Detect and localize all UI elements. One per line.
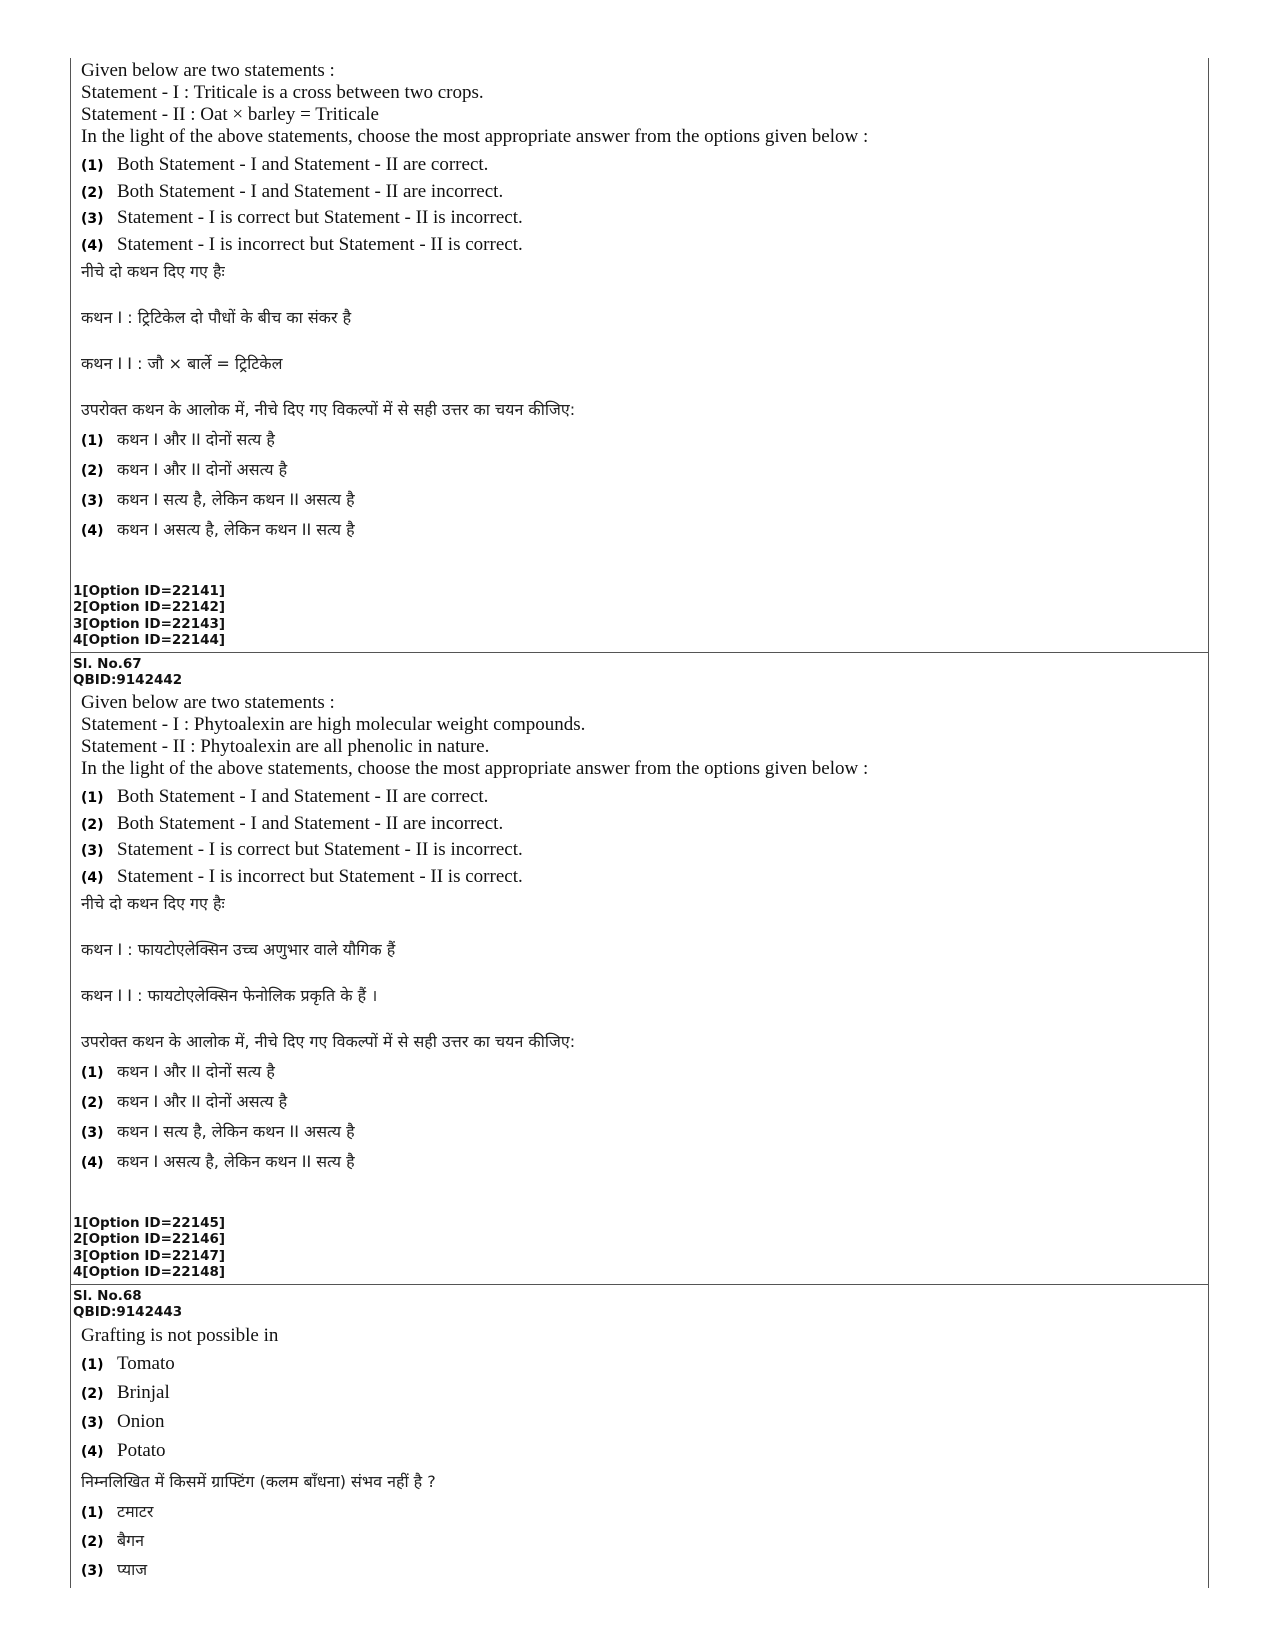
q67-statement-2: Statement - II : Phytoalexin are all phenolic in nature. bbox=[81, 736, 490, 757]
q68-hindi-option-3: (3) प्याज bbox=[81, 1560, 148, 1579]
question-66 bbox=[75, 60, 1200, 548]
q68-option-1: (1) Tomato bbox=[81, 1353, 175, 1374]
q66-hindi-statement-2: कथन I I : जौ × बार्ले = ट्रिटिकेल bbox=[81, 354, 283, 373]
divider-q67 bbox=[70, 652, 1209, 653]
q67-instruction: In the light of the above statements, choose the most appropriate answer from the options given below : bbox=[81, 758, 869, 779]
q66-instruction: In the light of the above statements, choose the most appropriate answer from the options given below : bbox=[81, 126, 869, 147]
right-border bbox=[1208, 58, 1209, 1588]
q68-qbid: QBID:9142443 bbox=[73, 1304, 183, 1321]
q68-header bbox=[73, 1288, 182, 1321]
q66-hindi-statement-1: कथन I : ट्रिटिकेल दो पौधों के बीच का संकर है bbox=[81, 308, 352, 327]
q67-qbid: QBID:9142442 bbox=[73, 672, 183, 689]
q66-statement-1: Statement - I : Triticale is a cross between two crops. bbox=[81, 82, 484, 103]
q66-hindi-intro: नीचे दो कथन दिए गए हैः bbox=[81, 262, 225, 281]
q66-statement-2: Statement - II : Oat × barley = Triticale bbox=[81, 104, 379, 125]
q68-question: Grafting is not possible in bbox=[81, 1325, 279, 1346]
q66-hindi-option-2: (2) कथन I और II दोनों असत्य है bbox=[81, 460, 288, 479]
q66-intro: Given below are two statements : bbox=[81, 60, 335, 81]
q67-slno: Sl. No.67 bbox=[73, 656, 142, 672]
q67-statement-1: Statement - I : Phytoalexin are high molecular weight compounds. bbox=[81, 714, 586, 735]
q66-hindi-option-3: (3) कथन I सत्य है, लेकिन कथन II असत्य है bbox=[81, 490, 355, 509]
q67-option-3: (3) Statement - I is correct but Statement - II is incorrect. bbox=[81, 839, 523, 860]
q67-hindi-option-4: (4) कथन I असत्य है, लेकिन कथन II सत्य है bbox=[81, 1152, 355, 1171]
left-border bbox=[70, 58, 71, 1588]
q66-option-4: (4) Statement - I is incorrect but Statement - II is correct. bbox=[81, 233, 523, 255]
q67-option-1: (1) Both Statement - I and Statement - II are correct. bbox=[81, 786, 489, 807]
question-68 bbox=[75, 1323, 1200, 1587]
q68-option-2: (2) Brinjal bbox=[81, 1382, 170, 1403]
q67-hindi-option-2: (2) कथन I और II दोनों असत्य है bbox=[81, 1092, 288, 1111]
q67-option-ids: 1[Option ID=22145] 2[Option ID=22146] 3[Option ID=22147] 4[Option ID=22148] bbox=[73, 1215, 226, 1280]
q66-option-2: (2) Both Statement - I and Statement - II are incorrect. bbox=[81, 180, 504, 202]
q66-option-ids: 1[Option ID=22141] 2[Option ID=22142] 3[Option ID=22143] 4[Option ID=22144] bbox=[73, 583, 226, 648]
q68-option-3: (3) Onion bbox=[81, 1411, 165, 1432]
q66-hindi-option-1: (1) कथन I और II दोनों सत्य है bbox=[81, 430, 275, 449]
q68-hindi-question: निम्नलिखित में किसमें ग्राफ्टिंग (कलम बाँधना) संभव नहीं है ? bbox=[81, 1472, 436, 1491]
q68-option-4: (4) Potato bbox=[81, 1440, 166, 1461]
q67-hindi-statement-1: कथन I : फायटोएलेक्सिन उच्च अणुभार वाले यौगिक हैं bbox=[81, 940, 396, 959]
q67-hindi-option-1: (1) कथन I और II दोनों सत्य है bbox=[81, 1062, 275, 1081]
q67-hindi-option-3: (3) कथन I सत्य है, लेकिन कथन II असत्य है bbox=[81, 1122, 355, 1141]
q67-intro: Given below are two statements : bbox=[81, 692, 335, 713]
q68-hindi-option-2: (2) बैगन bbox=[81, 1531, 145, 1550]
divider-q68 bbox=[70, 1284, 1209, 1285]
q67-hindi-statement-2: कथन I I : फायटोएलेक्सिन फेनोलिक प्रकृति के हैं । bbox=[81, 986, 378, 1005]
q67-header bbox=[73, 656, 182, 689]
q67-option-2: (2) Both Statement - I and Statement - II are incorrect. bbox=[81, 812, 504, 834]
q66-hindi-option-4: (4) कथन I असत्य है, लेकिन कथन II सत्य है bbox=[81, 520, 355, 539]
q67-option-4: (4) Statement - I is incorrect but Statement - II is correct. bbox=[81, 865, 523, 887]
q66-hindi-instruction: उपरोक्त कथन के आलोक में, नीचे दिए गए विकल्पों में से सही उत्तर का चयन कीजिए: bbox=[81, 400, 576, 419]
q67-hindi-intro: नीचे दो कथन दिए गए हैः bbox=[81, 894, 225, 913]
q66-option-1: (1) Both Statement - I and Statement - II are correct. bbox=[81, 154, 489, 175]
question-67 bbox=[75, 692, 1200, 1180]
q68-hindi-option-1: (1) टमाटर bbox=[81, 1502, 154, 1521]
q67-hindi-instruction: उपरोक्त कथन के आलोक में, नीचे दिए गए विकल्पों में से सही उत्तर का चयन कीजिए: bbox=[81, 1032, 576, 1051]
q66-option-3: (3) Statement - I is correct but Statement - II is incorrect. bbox=[81, 207, 523, 228]
q68-slno: Sl. No.68 bbox=[73, 1288, 142, 1304]
